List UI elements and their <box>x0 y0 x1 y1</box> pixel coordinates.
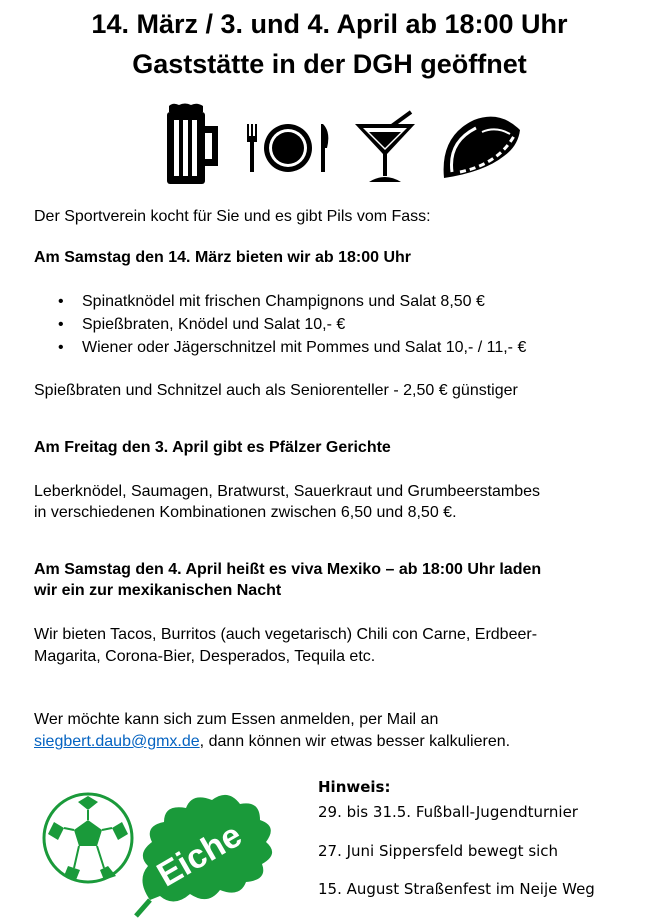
section2-line1: Leberknödel, Saumagen, Bratwurst, Sauerkraut und Grumbeerstambes <box>34 483 541 500</box>
section3-heading-line1: Am Samstag den 4. April heißt es viva Mexiko – ab 18:00 Uhr laden <box>34 561 542 578</box>
beer-mug-icon <box>163 102 221 186</box>
cocktail-glass-icon <box>353 110 419 184</box>
hinweis-title: Hinweis: <box>318 778 391 796</box>
section2-heading: Am Freitag den 3. April gibt es Pfälzer Gerichte <box>34 439 391 456</box>
hinweis-item: 15. August Straßenfest im Neije Weg <box>318 880 595 898</box>
senior-note: Spießbraten und Schnitzel auch als Seniorenteller - 2,50 € günstiger <box>34 382 518 399</box>
signup-line2-rest: , dann können wir etwas besser kalkulieren. <box>199 733 511 750</box>
section1-heading: Am Samstag den 14. März bieten wir ab 18:00 Uhr <box>34 249 412 266</box>
section3-line2: Magarita, Corona-Bier, Desperados, Tequila etc. <box>34 648 376 665</box>
email-link[interactable]: siegbert.daub@gmx.de <box>34 733 200 750</box>
section3-heading-line2: wir ein zur mexikanischen Nacht <box>34 582 282 599</box>
list-item: • Spießbraten, Knödel und Salat 10,- € <box>34 313 526 336</box>
club-logo <box>40 780 290 920</box>
icon-row <box>0 102 659 188</box>
taco-icon <box>438 112 526 182</box>
menu-list <box>34 290 526 359</box>
list-item: • Spinatknödel mit frischen Champignons und Salat 8,50 € <box>34 290 526 313</box>
section3-line1: Wir bieten Tacos, Burritos (auch vegetarisch) Chili con Carne, Erdbeer- <box>34 626 538 643</box>
signup-line2 <box>34 732 510 752</box>
hinweis-item: 29. bis 31.5. Fußball-Jugendturnier <box>318 803 578 821</box>
list-item: • Wiener oder Jägerschnitzel mit Pommes und Salat 10,- / 11,- € <box>34 336 526 359</box>
intro-text: Der Sportverein kocht für Sie und es gibt Pils vom Fass: <box>34 208 431 225</box>
headline-dates: 14. März / 3. und 4. April ab 18:00 Uhr <box>91 9 568 39</box>
section2-line2: in verschiedenen Kombinationen zwischen 6,50 und 8,50 €. <box>34 504 457 521</box>
signup-line1: Wer möchte kann sich zum Essen anmelden, per Mail an <box>34 711 439 728</box>
hinweis-item: 27. Juni Sippersfeld bewegt sich <box>318 842 559 860</box>
plate-cutlery-icon <box>245 122 335 174</box>
headline-venue: Gaststätte in der DGH geöffnet <box>132 49 527 79</box>
logo-text: Eiche <box>150 815 249 895</box>
